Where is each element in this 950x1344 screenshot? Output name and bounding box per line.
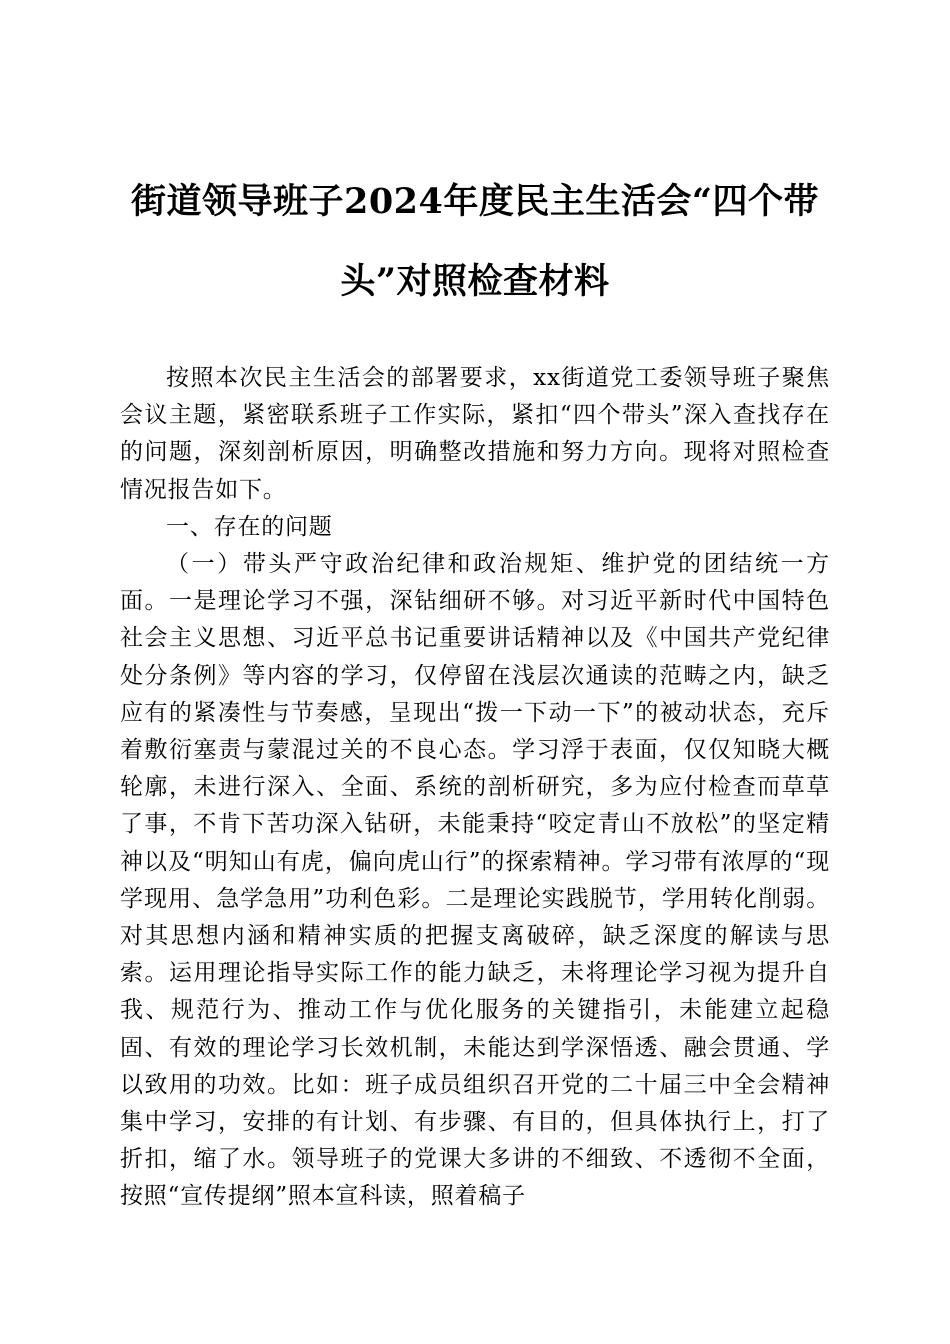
intro-paragraph: 按照本次民主生活会的部署要求，xx街道党工委领导班子聚焦会议主题，紧密联系班子工作实际，紧扣“四个带头”深入查找存在的问题，深刻剖析原因，明确整改措施和努力方向。现将对照检查情况报告如下。 [120,365,830,503]
subsection-heading: （一）带头严守政治纪律和政治规矩、维护党的团结统一方面。 [120,551,830,615]
document-body [120,360,830,1216]
section-heading: 一、存在的问题 [166,513,333,540]
document-title: 街道领导班子2024年度民主生活会“四个带头”对照检查材料 [130,181,820,302]
subsection-paragraph [120,546,830,1216]
subsection-body: 一是理论学习不强，深钻细研不够。对习近平新时代中国特色社会主义思想、习近平总书记重要讲话精神以及《中国共产党纪律处分条例》等内容的学习，仅停留在浅层次通读的范畴之内，缺乏应有的紧凑性与节奏感，呈现出“拨一下动一下”的被动状态，充斥着敷衍塞责与蒙混过关的不良心态。学习浮于表面，仅仅知晓大概轮廓，未进行深入、全面、系统的剖析研究，多为应付检查而草草了事，不肯下苦功深入钻研，未能秉持“咬定青山不放松”的坚定精神以及“明知山有虎，偏向虎山行”的探索精神。学习带有浓厚的“现学现用、急学急用”功利色彩。二是理论实践脱节，学用转化削弱。对其思想内涵和精神实质的把握支离破碎，缺乏深度的解读与思索。运用理论指导实际工作的能力缺乏，未将理论学习视为提升自我、规范行为、推动工作与优化服务的关键指引，未能建立起稳固、有效的理论学习长效机制，未能达到学深悟透、融会贯通、学以致用的功效。比如：班子成员组织召开党的二十届三中全会精神集中学习，安排的有计划、有步骤、有目的，但具体执行上，打了折扣，缩了水。领导班子的党课大多讲的不细致、不透彻不全面，按照“宣传提纲”照本宣科读，照着稿子 [120,588,830,1210]
